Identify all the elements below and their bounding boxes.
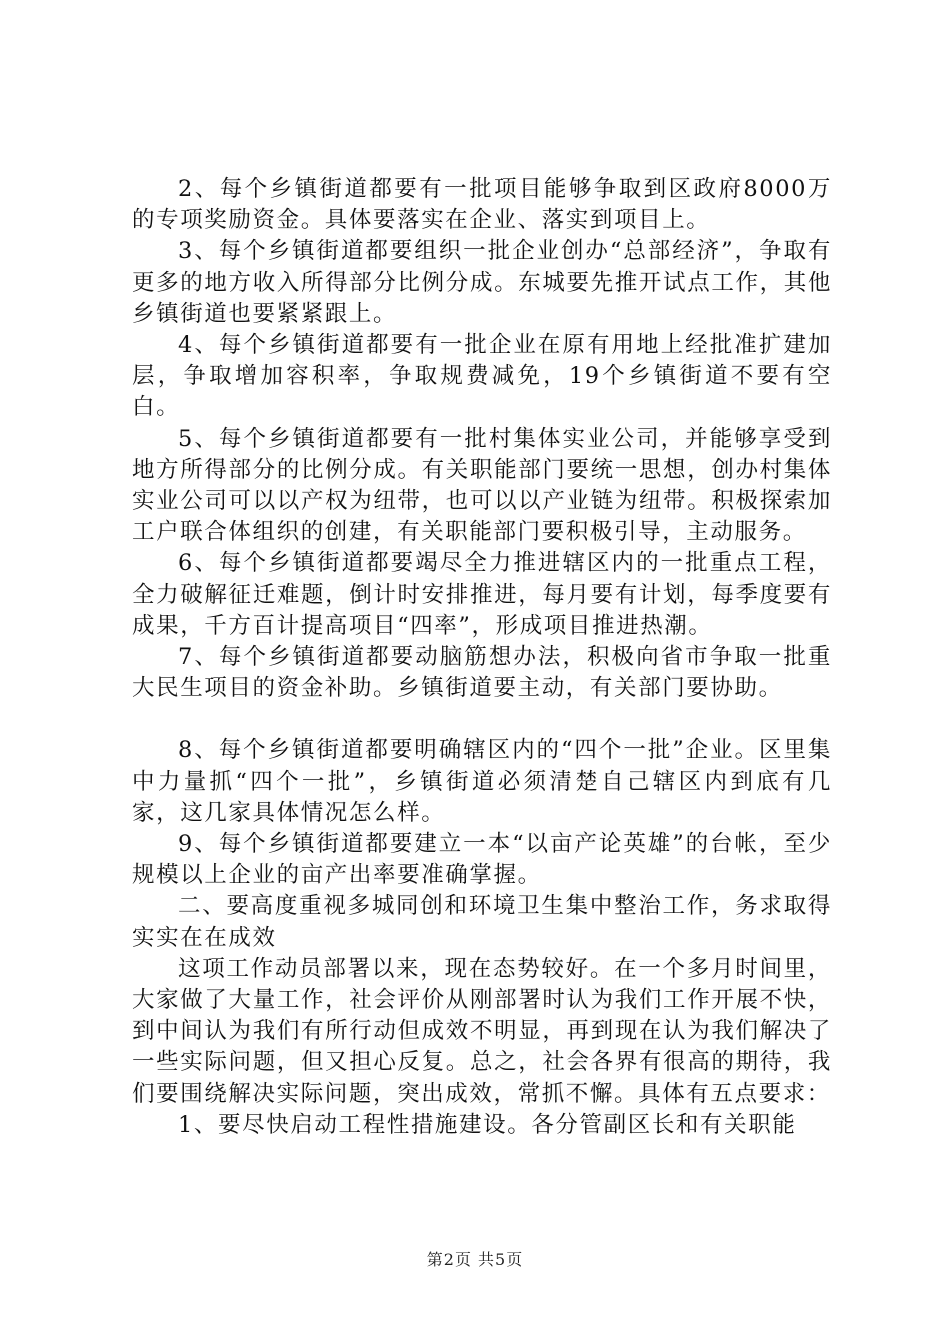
paragraph-item-4: 4、每个乡镇街道都要有一批企业在原有用地上经批准扩建加层，争取增加容积率，争取规费减免，19个乡镇街道不要有空白。 <box>132 332 832 421</box>
section-heading-2: 二、要高度重视多城同创和环境卫生集中整治工作，务求取得实实在在成效 <box>132 893 832 951</box>
paragraph-section-intro: 这项工作动员部署以来，现在态势较好。在一个多月时间里，大家做了大量工作，社会评价从刚部署时认为我们工作开展不快，到中间认为我们有所行动但成效不明显，再到现在认为我们解决了一些实际问题，但又担心反复。总之，社会各界有很高的期待，我们要围绕解决实际问题，突出成效，常抓不懈。具体有五点要求： <box>132 955 832 1107</box>
paragraph-subitem-1: 1、要尽快启动工程性措施建设。各分管副区长和有关职能 <box>178 1111 797 1138</box>
page-footer: 第2页 共5页 <box>426 1250 524 1269</box>
paragraph-item-3: 3、每个乡镇街道都要组织一批企业创办“总部经济”，争取有更多的地方收入所得部分比例分成。东城要先推开试点工作，其他乡镇街道也要紧紧跟上。 <box>132 238 832 327</box>
document-body <box>132 174 832 1141</box>
paragraph-item-7: 7、每个乡镇街道都要动脑筋想办法，积极向省市争取一批重大民生项目的资金补助。乡镇街道要主动，有关部门要协助。 <box>132 644 832 702</box>
paragraph-item-6: 6、每个乡镇街道都要竭尽全力推进辖区内的一批重点工程，全力破解征迁难题，倒计时安排推进，每月要有计划，每季度要有成果，千方百计提高项目“四率”，形成项目推进热潮。 <box>132 550 832 639</box>
paragraph-item-5: 5、每个乡镇街道都要有一批村集体实业公司，并能够享受到地方所得部分的比例分成。有关职能部门要统一思想，创办村集体实业公司可以以产权为纽带，也可以以产业链为纽带。积极探索加工户联合体组织的创建，有关职能部门要积极引导，主动服务。 <box>132 425 832 546</box>
paragraph-item-8: 8、每个乡镇街道都要明确辖区内的“四个一批”企业。区里集中力量抓“四个一批”，乡镇街道必须清楚自己辖区内到底有几家，这几家具体情况怎么样。 <box>132 737 832 826</box>
paragraph-item-2: 2、每个乡镇街道都要有一批项目能够争取到区政府8000万的专项奖励资金。具体要落实在企业、落实到项目上。 <box>132 176 832 234</box>
paragraph-item-9: 9、每个乡镇街道都要建立一本“以亩产论英雄”的台帐，至少规模以上企业的亩产出率要准确掌握。 <box>132 831 832 889</box>
